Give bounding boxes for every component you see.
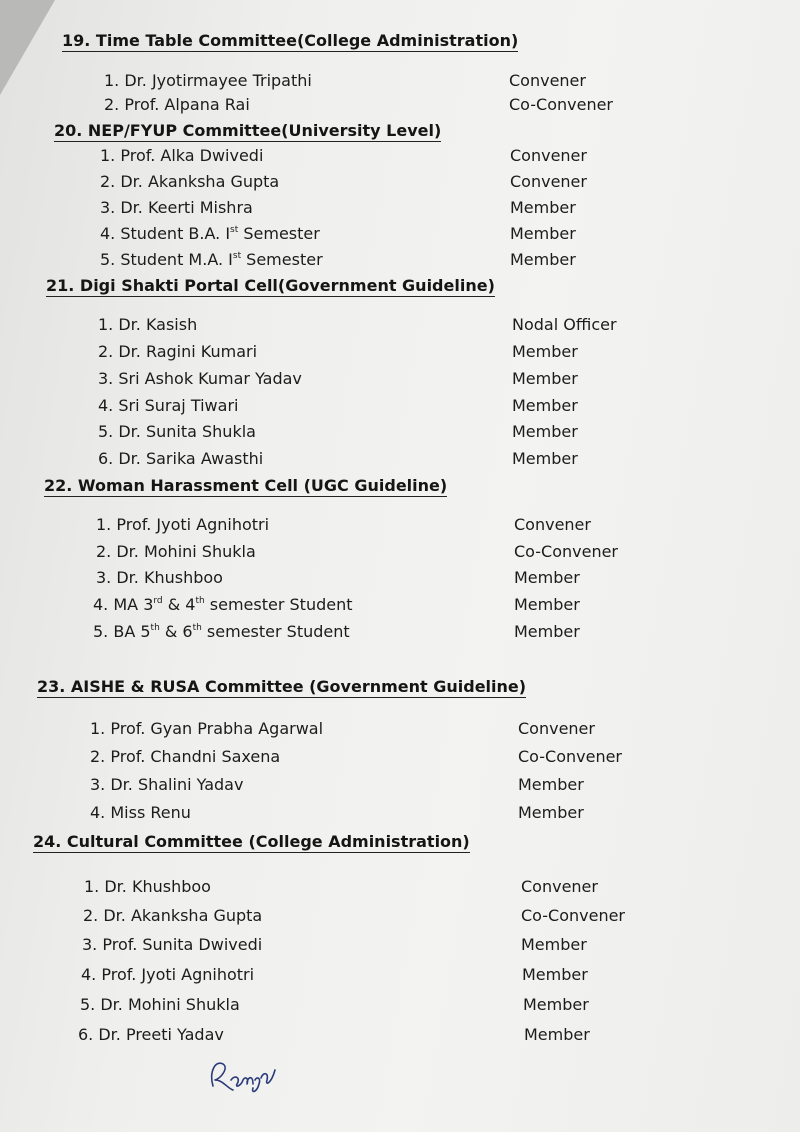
list-item: [0, 934, 800, 960]
member-name: 3. Dr. Keerti Mishra: [100, 198, 253, 217]
member-role: Member: [518, 803, 584, 822]
member-role: Convener: [518, 719, 595, 738]
member-name: 3. Dr. Shalini Yadav: [90, 775, 244, 794]
member-role: Convener: [509, 71, 586, 90]
member-role: Member: [512, 342, 578, 361]
member-role: Member: [522, 965, 588, 984]
member-name: 1. Dr. Kasish: [98, 315, 198, 334]
member-name: 1. Prof. Alka Dwivedi: [100, 146, 264, 165]
list-item: [0, 171, 800, 197]
member-role: Member: [523, 995, 589, 1014]
member-name: 6. Dr. Sarika Awasthi: [98, 449, 264, 468]
member-role: Member: [514, 595, 580, 614]
list-item: [0, 964, 800, 990]
section-heading: 23. AISHE & RUSA Committee (Government Guideline): [37, 677, 527, 696]
member-role: Member: [518, 775, 584, 794]
member-name: 1. Dr. Khushboo: [84, 877, 211, 896]
member-name: 4. Sri Suraj Tiwari: [98, 396, 239, 415]
member-role: Member: [521, 935, 587, 954]
member-role: Co-Convener: [514, 542, 619, 561]
member-name: 5. Student M.A. Ist Semester: [100, 250, 323, 269]
section-heading: 19. Time Table Committee(College Administration): [62, 31, 519, 50]
member-name: 1. Dr. Jyotirmayee Tripathi: [104, 71, 312, 90]
member-role: Convener: [514, 515, 591, 534]
list-item: [0, 421, 800, 447]
list-item: [0, 368, 800, 394]
member-role: Member: [510, 198, 576, 217]
member-role: Co-Convener: [518, 747, 623, 766]
member-name: 6. Dr. Preeti Yadav: [78, 1025, 224, 1044]
list-item: [0, 70, 800, 96]
list-item: [0, 223, 800, 249]
list-item: [0, 994, 800, 1020]
section-heading: 22. Woman Harassment Cell (UGC Guideline): [44, 476, 448, 495]
list-item: [0, 746, 800, 772]
member-role: Co-Convener: [521, 906, 626, 925]
member-name: 3. Dr. Khushboo: [96, 568, 223, 587]
list-item: [0, 514, 800, 540]
list-item: [0, 94, 800, 120]
list-item: [0, 594, 800, 620]
list-item: [0, 448, 800, 474]
member-name: 2. Dr. Akanksha Gupta: [100, 172, 280, 191]
member-role: Convener: [521, 877, 598, 896]
section-heading: 21. Digi Shakti Portal Cell(Government Guideline): [46, 276, 495, 295]
member-name: 2. Prof. Alpana Rai: [104, 95, 250, 114]
member-role: Convener: [510, 146, 587, 165]
list-item: [0, 802, 800, 828]
list-item: [0, 395, 800, 421]
member-name: 2. Dr. Akanksha Gupta: [83, 906, 263, 925]
member-role: Member: [510, 224, 576, 243]
section-heading: 24. Cultural Committee (College Administration): [33, 832, 470, 851]
list-item: [0, 341, 800, 367]
member-name: 3. Prof. Sunita Dwivedi: [82, 935, 263, 954]
list-item: [0, 1024, 800, 1050]
member-role: Member: [512, 422, 578, 441]
list-item: [0, 774, 800, 800]
member-name: 5. Dr. Mohini Shukla: [80, 995, 240, 1014]
member-role: Co-Convener: [509, 95, 614, 114]
member-role: Member: [514, 568, 580, 587]
list-item: [0, 249, 800, 275]
member-role: Nodal Officer: [512, 315, 617, 334]
member-name: 4. Student B.A. Ist Semester: [100, 224, 320, 243]
member-role: Member: [512, 449, 578, 468]
list-item: [0, 541, 800, 567]
member-role: Member: [512, 396, 578, 415]
member-name: 4. Prof. Jyoti Agnihotri: [81, 965, 255, 984]
member-role: Member: [512, 369, 578, 388]
list-item: [0, 567, 800, 593]
member-role: Member: [524, 1025, 590, 1044]
section-heading: 20. NEP/FYUP Committee(University Level): [54, 121, 442, 140]
member-name: 5. Dr. Sunita Shukla: [98, 422, 256, 441]
member-name: 2. Prof. Chandni Saxena: [90, 747, 281, 766]
member-role: Member: [510, 250, 576, 269]
list-item: [0, 314, 800, 340]
member-name: 2. Dr. Mohini Shukla: [96, 542, 256, 561]
list-item: [0, 621, 800, 647]
handwritten-signature: [205, 1050, 285, 1096]
member-name: 1. Prof. Gyan Prabha Agarwal: [90, 719, 324, 738]
member-name: 5. BA 5th & 6th semester Student: [93, 622, 350, 641]
member-role: Convener: [510, 172, 587, 191]
member-name: 3. Sri Ashok Kumar Yadav: [98, 369, 302, 388]
list-item: [0, 718, 800, 744]
list-item: [0, 197, 800, 223]
member-name: 4. MA 3rd & 4th semester Student: [93, 595, 353, 614]
list-item: [0, 905, 800, 931]
member-name: 1. Prof. Jyoti Agnihotri: [96, 515, 270, 534]
member-name: 2. Dr. Ragini Kumari: [98, 342, 258, 361]
member-role: Member: [514, 622, 580, 641]
list-item: [0, 145, 800, 171]
member-name: 4. Miss Renu: [90, 803, 191, 822]
list-item: [0, 876, 800, 902]
